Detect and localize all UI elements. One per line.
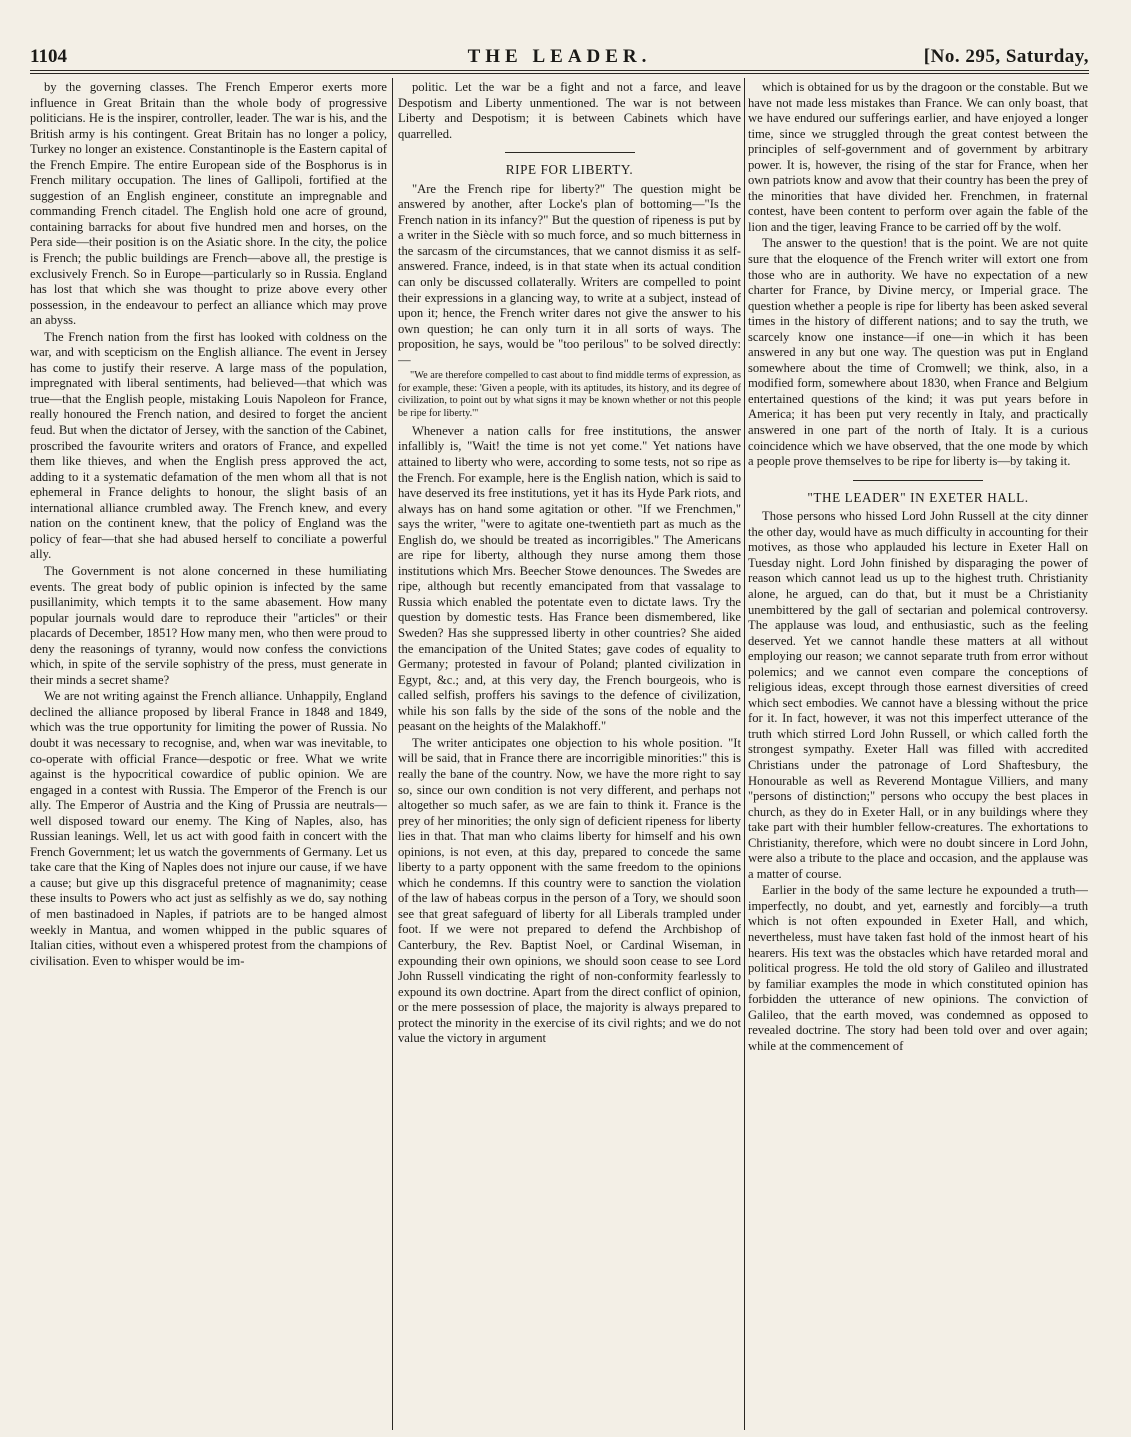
paragraph: "Are the French ripe for liberty?" The question might be answered by another, after Locke's plan of bottoming—"Is the French nation in its infancy?" But the question of ripeness is put by a writer in the Siècle with so much force, and so much bitterness in the sarcasm of the circumstances, that we cannot dismiss it as self-answered. France, indeed, is in that state when its actual condition can only be discussed collaterally. Writers are compelled to point their expressions in a glancing way, to write at a subject, instead of upon it; hence, the French writer dares not give the answer to his own question; he can only turn it in all sorts of ways. The proposition, he says, would be "too perilous" to be solved directly:— bbox=[398, 181, 741, 367]
paragraph: The French nation from the first has looked with coldness on the war, and with scepticism on the English alliance. The event in Jersey has come to justify their reserve. A large mass of the population, impregnated with liberal sentiments, had believed—that which was true—that the English people, mistaking Louis Napoleon for France, really honoured the French nation, and desired to forget the ancient feud. But when the dictator of Jersey, with the sanction of the Cabinet, proscribed the favourite writers and orators of France, and expelled them like thieves, and when the English press approved the act, adding to it a systematic defamation of the men whom all that is not ephemeral in France delights to honour, the slight basis of an international alliance crumbled away. The French knew, and every nation on the continent knew, that the policy of England was the policy of fear—that she had abused herself to conciliate a powerful ally. bbox=[30, 329, 387, 562]
header-rule bbox=[30, 70, 1089, 71]
column-two bbox=[398, 80, 741, 1430]
issue-label: [No. 295, Saturday, bbox=[923, 46, 1089, 67]
article-heading: RIPE FOR LIBERTY. bbox=[505, 162, 634, 178]
paragraph: politic. Let the war be a fight and not a farce, and leave Despotism and Liberty unmentioned. The war is not between Liberty and Despotism; it is between Cabinets which have quarrelled. bbox=[398, 80, 741, 141]
paragraph: Earlier in the body of the same lecture he expounded a truth—imperfectly, no doubt, and yet, earnestly and forcibly—a truth which is not often expounded in Exeter Hall, and which, nevertheless, must have taken fast hold of the inmost heart of his hearers. His text was the obstacles which have retarded moral and political progress. He told the old story of Galileo and illustrated by familiar examples the mode in which constituted opinion has forbidden the utterance of new opinions. The conviction of Galileo, that the earth moved, was condemned as opposed to revealed doctrine. The story had been told over and over again; while at the commencement of bbox=[748, 883, 1088, 1053]
paragraph: Whenever a nation calls for free institutions, the answer infallibly is, "Wait! the time is not yet come." Yet nations have attained to liberty who were, according to some tests, not so ripe as the French. For example, here is the English nation, which is said to have deserved its free institutions, yet it has its Hyde Park riots, and always has on hand some agitation or other. "If we Frenchmen," says the writer, "were to agitate one-twentieth part as much as the English do, we should be treated as incorrigibles." The Americans are ripe for liberty, although they nurse among them those institutions which Mrs. Beecher Stowe denounces. The Swedes are ripe, although but recently emancipated from that vassalage to Russia which enabled the potentate even to dictate laws. Try the question by domestic tests. Has France been dismembered, like Sweden? Has she suppressed liberty in other countries? She aided the emancipation of the United States; gave codes of equality to Germany; protested in favour of Poland; planted civilization in Egypt, &c.; and, at this very day, the French bourgeois, who is called selfish, proffers his savings to the defence of civilization, while his son falls by the side of the sons of the noble and the peasant on the heights of the Malakhoff." bbox=[398, 423, 741, 734]
masthead bbox=[30, 46, 1089, 70]
paragraph: Those persons who hissed Lord John Russell at the city dinner the other day, would have as much difficulty in accounting for their motives, as those who applauded his lecture in Exeter Hall on Tuesday night. Lord John finished by disparaging the power of reason which cannot lead us up to the highest truth. Christianity alone, he argued, can do that, but it must be a Christianity unembittered by the gall of sectarian and polemical controversy. The applause was loud, and enthusiastic, such as the feeling deserved. Yet we cannot handle these matters at all without employing our reason; we cannot separate truth from error without polemics; and we cannot even compare the conceptions of religious ideas, except through those earnest diversities of creed which sect embodies. We cannot have a blessing without the price for it. In fact, however, it was not this imperfect utterance of the truth which stirred Lord John Russell, or which called forth the strongest sympathy. Exeter Hall was filled with accredited Christians under the patronage of Lord Shaftesbury, the Honourable as well as Reverend Montague Villiers, and many "persons of distinction;" persons who occupy the best places in church, as they do in Exeter Hall, or in any buildings where they take part with their humbler fellow-creatures. The exhortations to Christianity, therefore, which were no doubt sincere in Lord John, were also a tribute to the place and occasion, and the applause was a matter of course. bbox=[748, 509, 1088, 881]
paragraph: The answer to the question! that is the point. We are not quite sure that the eloquence of the French writer will extort one from those who are in authority. We have no expectation of a new charter for France, by Divine mercy, or Imperial grace. The question whether a people is ripe for liberty has been asked several times in the history of different nations; and to say the truth, we scarcely know one instance—if one—in which it has been answered in any but one way. The question was put in England somewhere about the time of Cromwell; we think, also, in a modified form, somewhere about 1830, when France and Belgium entertained questions of the kind; it was put years before in America; it has been put very recently in Italy, and practically answered in one part of the north of Italy. It is a curious coincidence which we have observed, that the one mode by which a people prove themselves to be ripe for liberty is—by taking it. bbox=[748, 236, 1088, 469]
paragraph: We are not writing against the French alliance. Unhappily, England declined the alliance proposed by liberal France in 1848 and 1849, which was the true opportunity for limiting the power of Russia. No doubt it was necessary to recognise, and, when war was inevitable, to co-operate with official France—despotic or free. What we write against is the hypocritical cowardice of public opinion. We are engaged in a contest with Russia. The Emperor of the French is our ally. The Emperor of Austria and the King of Prussia are neutrals—well disposed toward our enemy. The King of Naples, also, has Russian leanings. Well, let us act with good faith in concert with the French Government; let us watch the governments of Germany. Let us take care that the King of Naples does not injure our cause, if we have a cause; but give up this disgraceful pretence of magnanimity; cease these insults to Powers who act just as selfishly as we do, say nothing of men bastinadoed in Naples, if patriots are to be hanged almost weekly in Mantua, and women whipped in the public squares of Italian cities, without even a whispered protest from the champions of civilisation. Even to whisper would be im- bbox=[30, 689, 387, 968]
paragraph: The Government is not alone concerned in these humiliating events. The great body of public opinion is infected by the same pusillanimity, which tempts it to the same abasement. How many popular journals would dare to reproduce their "articles" or their placards of December, 1851? How many men, who then were proud to deny the reasonings of tyranny, would now confess the convictions which, in spite of the servile sophistry of the press, must generate in their minds a secret shame? bbox=[30, 563, 387, 687]
column-divider bbox=[744, 78, 745, 1430]
paragraph: The writer anticipates one objection to his whole position. "It will be said, that in France there are incorrigible minorities:" this is really the bane of the country. Now, we have the more right to say so, since our own condition is not very different, and perhaps not altogether so much safer, as we are fain to think it. France is the prey of her minorities; the only sign of deficient ripeness for liberty lies in that. That man who claims liberty for himself and his own opinions, is not even, at this day, prepared to concede the same liberty to a party opponent with the same freedom to the opinions which he condemns. If this country were to sanction the violation of the law of habeas corpus in the person of a Tory, we should soon see that great safeguard of liberty for all Liberals trampled under foot. If we were not prepared to defend the Archbishop of Canterbury, the Rev. Baptist Noel, or Cardinal Wiseman, in expounding their own opinions, we should soon cease to see Lord John Russell vindicating the right of non-conformity fearlessly to expound its own doctrine. Apart from the direct conflict of opinion, or the mere possession of place, the majority is always prepared to protect the minority in the exercise of its civil rights; and we do not value the victory in argument bbox=[398, 735, 741, 1046]
quote-text: "We are therefore compelled to cast about to find middle terms of expression, as for example, these: 'Given a people, with its aptitudes, its history, and its degree of civilization, to point out by what signs it may be known whether or not this people be ripe for liberty.'" bbox=[398, 370, 741, 419]
paragraph: which is obtained for us by the dragoon or the constable. But we have not made less mistakes than France. We can only boast, that we have endured our sufferings earlier, and have enjoyed a longer time, since we struggled through the great contest between the principles of self-government and of government by arbitrary power. It is, however, the rising of the star for France, when her own patriots know and avow that their country has been the prey of the minorities that have divided her. Frenchmen, in fraternal contest, have been content to perform over again the fable of the lion and the tiger, leaving France to be carried off by the wolf. bbox=[748, 80, 1088, 234]
column-divider bbox=[392, 78, 393, 1430]
newspaper-title: THE LEADER. bbox=[467, 46, 652, 67]
column-three bbox=[748, 80, 1088, 1430]
column-one bbox=[30, 80, 387, 1430]
section-separator bbox=[853, 480, 983, 481]
section-separator bbox=[505, 152, 635, 153]
article-heading: "THE LEADER" IN EXETER HALL. bbox=[807, 489, 1029, 505]
paragraph: by the governing classes. The French Emperor exerts more influence in Great Britain than the whole body of progressive politicians. He is the inspirer, controller, leader. The war is his, and the British army is his contingent. Great Britain has no longer a policy, Turkey no longer an existence. Constantinople is the Eastern capital of the French Empire. The entire European side of the Bosphorus is in French military occupation. The lines of Gallipoli, fortified at the suggestion of an English engineer, constitute an impregnable and commanding French citadel. The English hold one acre of ground, containing barracks for about five hundred men and horses, on the Pera side—their position is on the Asiatic shore. In the city, the police is French; the public buildings are French—above all, the prestige is exclusively French. So in Europe—particularly so in Russia. England has lost that which she was thought to prize above every other possession, in the endeavour to perfect an alliance which may prove an abyss. bbox=[30, 80, 387, 328]
page-number: 1104 bbox=[30, 46, 67, 67]
header-rule-second bbox=[30, 73, 1089, 74]
block-quote bbox=[398, 370, 741, 420]
